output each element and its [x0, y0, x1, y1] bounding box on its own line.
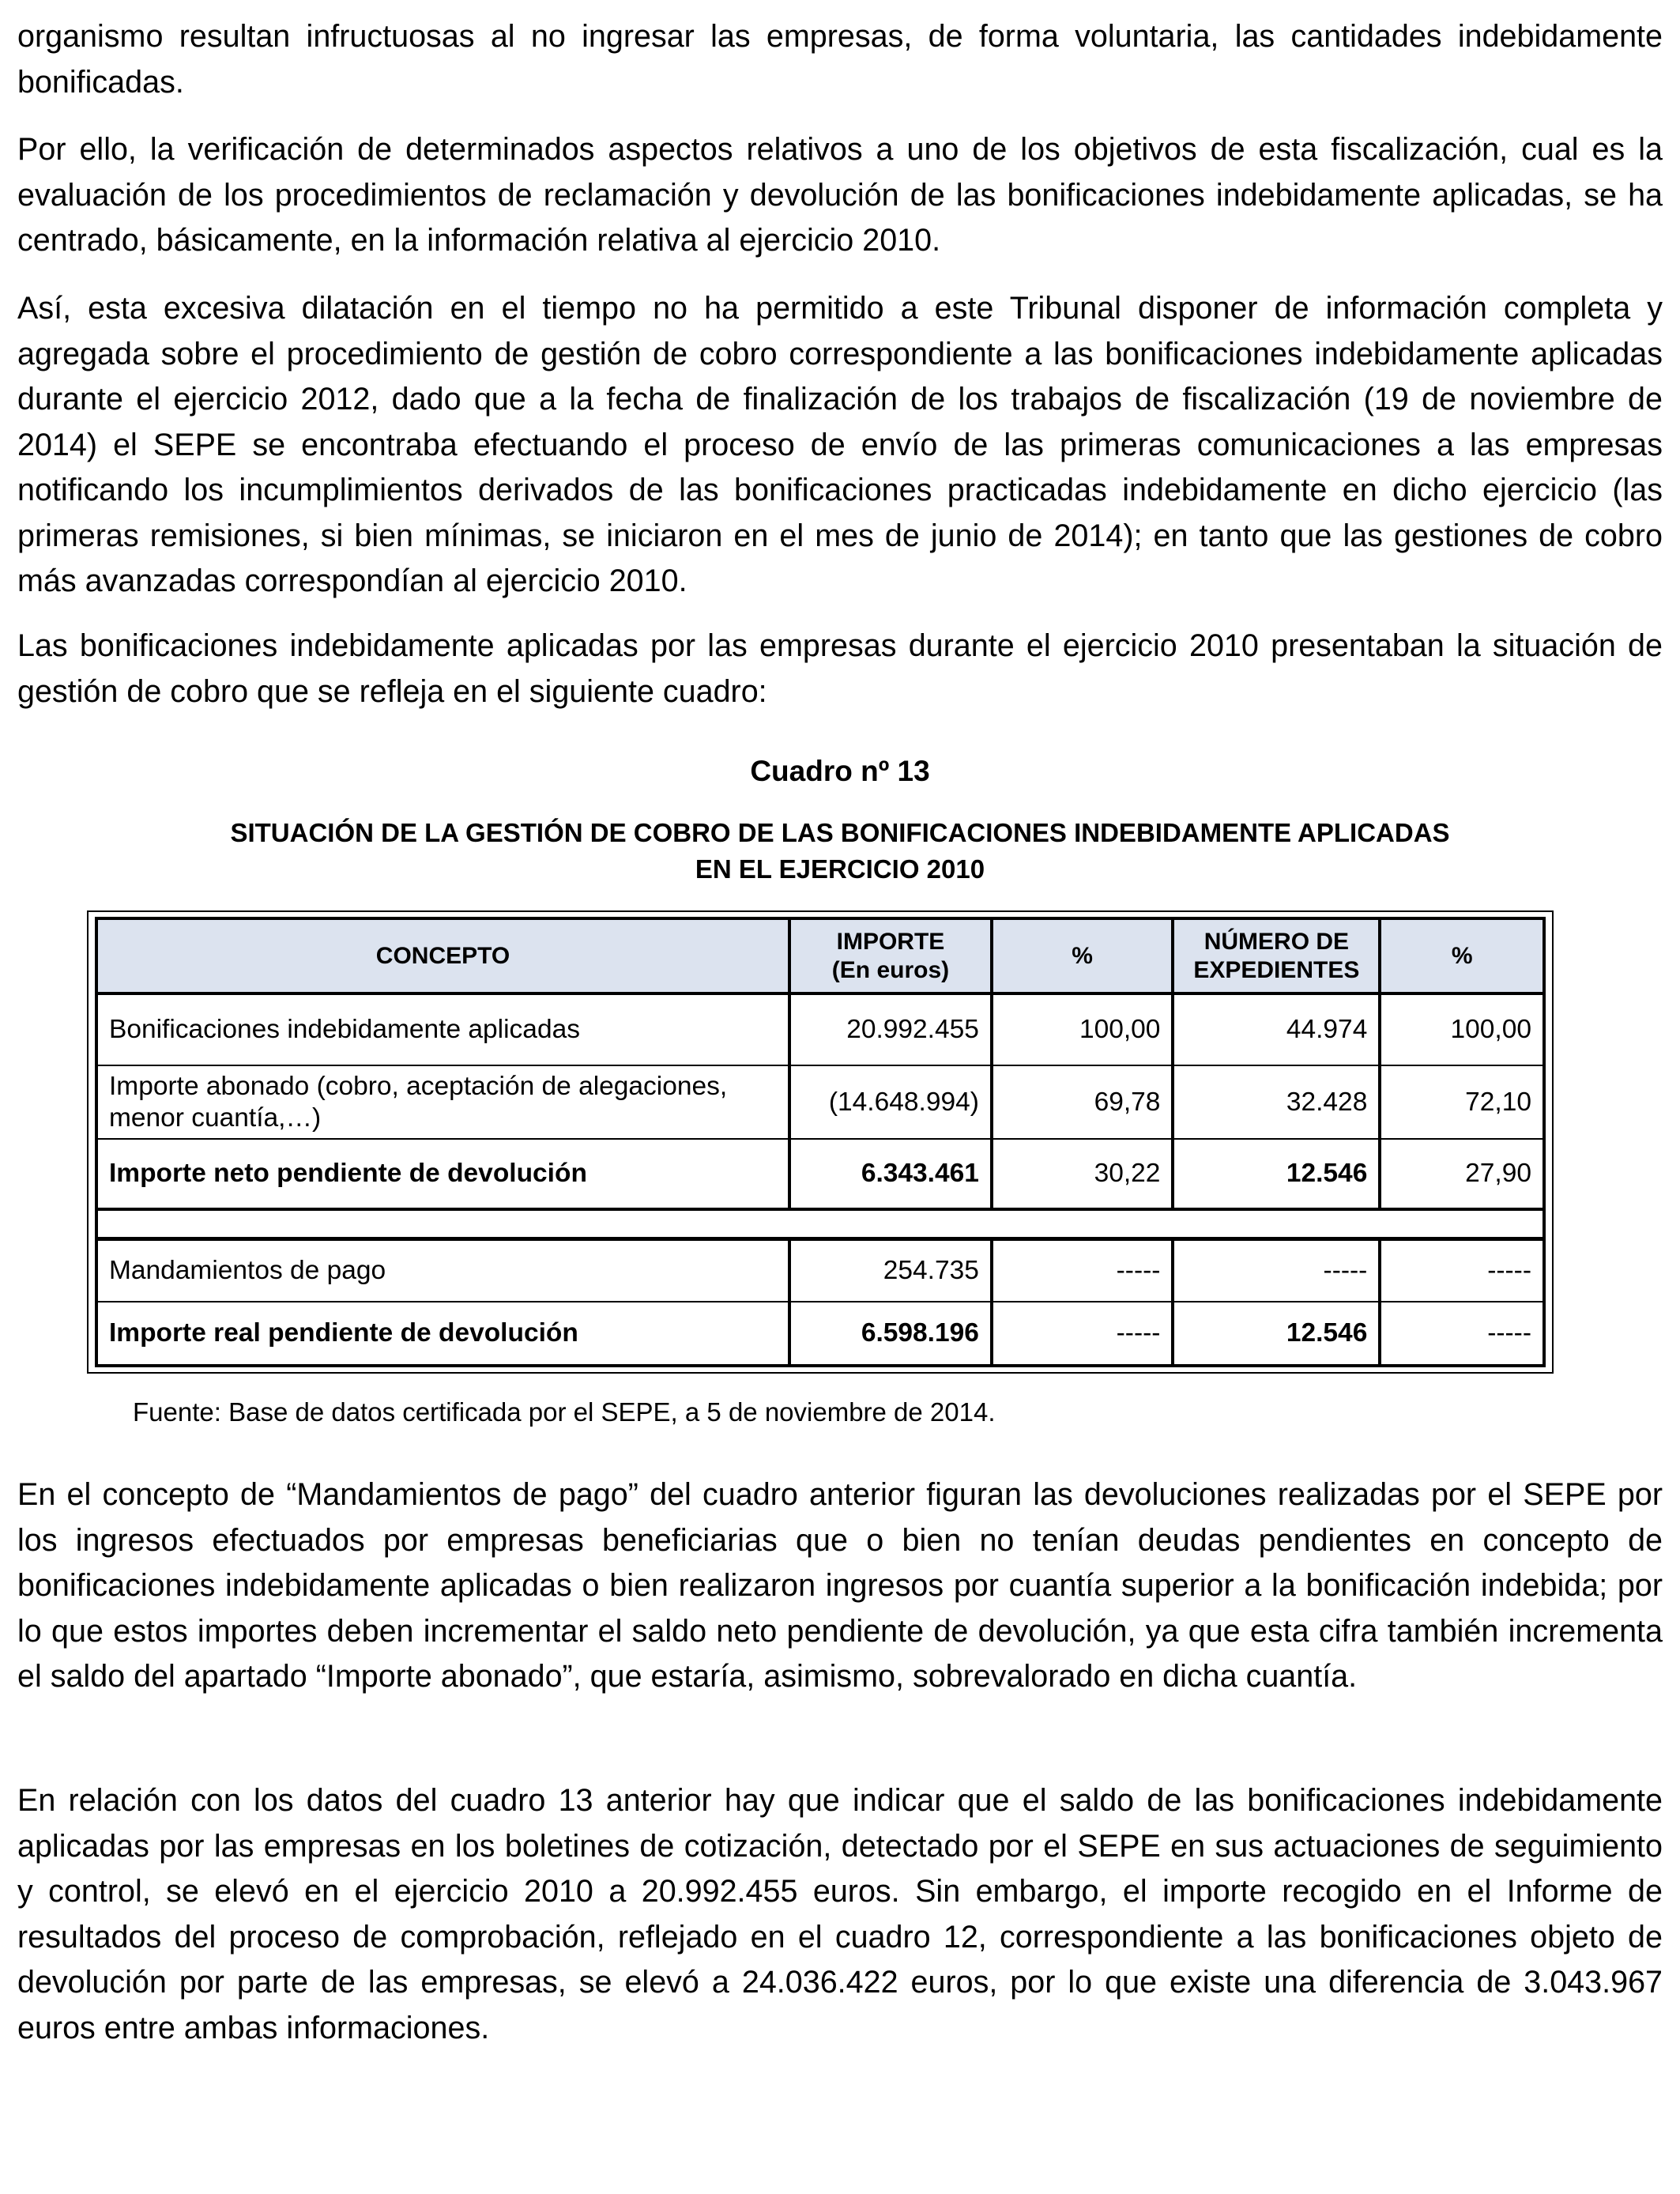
- cell-concepto-line2: menor cuantía,…): [109, 1103, 322, 1133]
- table-row: [95, 1241, 1546, 1302]
- table-title-line2: EN EL EJERCICIO 2010: [695, 854, 985, 884]
- table-row: [95, 995, 1546, 1066]
- table-row: [95, 1140, 1546, 1211]
- header-expedientes: [1174, 917, 1381, 995]
- table-header-row: [95, 917, 1546, 995]
- cell-concepto: Bonificaciones indebidamente aplicadas: [95, 995, 791, 1066]
- table-frame: [87, 910, 1554, 1374]
- cell-pct-importe: 30,22: [993, 1140, 1175, 1211]
- cell-pct-expedientes: -----: [1381, 1241, 1546, 1302]
- paragraph-text: En el concepto de “Mandamientos de pago” del cuadro anterior figuran las devoluciones realizadas por el SEPE por los ingresos efectuados por empresas beneficiarias que o bien no tenían deudas pendientes en concepto de bonificaciones indebidamente aplicadas o bien realizaron ingresos por cuantía superior a la bonificación indebida; por lo que estos importes deben incrementar el saldo neto pendiente de devolución, ya que esta cifra también incrementa el saldo del apartado “Importe abonado”, que estaría, asimismo, sobrevalorado en dicha cuantía.: [17, 1477, 1663, 1694]
- cell-concepto: Importe neto pendiente de devolución: [95, 1140, 791, 1211]
- cell-pct-expedientes: -----: [1381, 1302, 1546, 1367]
- cell-concepto: [95, 1066, 791, 1140]
- paragraph-text: Las bonificaciones indebidamente aplicadas por las empresas durante el ejercicio 2010 presentaban la situación de gestión de cobro que se refleja en el siguiente cuadro:: [17, 628, 1663, 709]
- paragraph-dilatation: [17, 286, 1663, 605]
- header-expedientes-line2: EXPEDIENTES: [1193, 956, 1360, 983]
- cell-expedientes: 12.546: [1174, 1302, 1381, 1367]
- table-source-note: Fuente: Base de datos certificada por el SEPE, a 5 de noviembre de 2014.: [133, 1397, 996, 1427]
- cell-concepto: Mandamientos de pago: [95, 1241, 791, 1302]
- paragraph-table-intro: [17, 624, 1663, 714]
- cell-expedientes: 32.428: [1174, 1066, 1381, 1140]
- paragraph-text: Por ello, la verificación de determinados aspectos relativos a uno de los objetivos de esta fiscalización, cual es la evaluación de los procedimientos de reclamación y devolución de las bonificaciones indebidamente aplicadas, se ha centrado, básicamente, en la información relativa al ejercicio 2010.: [17, 132, 1663, 258]
- header-importe: [791, 917, 993, 995]
- cell-pct-expedientes: 72,10: [1381, 1066, 1546, 1140]
- cell-pct-importe: -----: [993, 1241, 1175, 1302]
- cell-pct-importe: 69,78: [993, 1066, 1175, 1140]
- header-expedientes-line1: NÚMERO DE: [1203, 928, 1350, 955]
- paragraph-text: Así, esta excesiva dilatación en el tiempo no ha permitido a este Tribunal disponer de información completa y agregada sobre el procedimiento de gestión de cobro correspondiente a las bonificaciones indebidamente aplicadas durante el ejercicio 2012, dado que a la fecha de finalización de los trabajos de fiscalización (19 de noviembre de 2014) el SEPE se encontraba efectuando el proceso de envío de las primeras comunicaciones a las empresas notificando los incumplimientos derivados de las bonificaciones practicadas indebidamente en dicho ejercicio (las primeras remisiones, si bien mínimas, se iniciaron en el mes de junio de 2014); en tanto que las gestiones de cobro más avanzadas correspondían al ejercicio 2010.: [17, 291, 1663, 598]
- cell-concepto-line1: Importe abonado (cobro, aceptación de alegaciones,: [109, 1071, 728, 1101]
- cell-importe: 254.735: [791, 1241, 993, 1302]
- paragraph-text: En relación con los datos del cuadro 13 anterior hay que indicar que el saldo de las bonificaciones indebidamente aplicadas por las empresas en los boletines de cotización, detectado por el SEPE en sus actuaciones de seguimiento y control, se elevó en el ejercicio 2010 a 20.992.455 euros. Sin embargo, el importe recogido en el Informe de resultados del proceso de comprobación, reflejado en el cuadro 12, correspondiente a las bonificaciones objeto de devolución por parte de las empresas, se elevó a 24.036.422 euros, por lo que existe una diferencia de 3.043.967 euros entre ambas informaciones.: [17, 1783, 1663, 2045]
- table-title-block: [17, 815, 1663, 888]
- table-title-line1: SITUACIÓN DE LA GESTIÓN DE COBRO DE LAS BONIFICACIONES INDEBIDAMENTE APLICADAS: [230, 818, 1450, 847]
- header-importe-line2: (En euros): [831, 956, 950, 983]
- cell-pct-importe: 100,00: [993, 995, 1175, 1066]
- cell-pct-importe: -----: [993, 1302, 1175, 1367]
- header-pct-expedientes: %: [1381, 917, 1546, 995]
- paragraph-verification: [17, 127, 1663, 264]
- table-row: [95, 1302, 1546, 1367]
- cell-pct-expedientes: 27,90: [1381, 1140, 1546, 1211]
- header-concepto: CONCEPTO: [95, 917, 791, 995]
- cell-importe: (14.648.994): [791, 1066, 993, 1140]
- cell-expedientes: 12.546: [1174, 1140, 1381, 1211]
- cell-concepto: Importe real pendiente de devolución: [95, 1302, 791, 1367]
- table-row: [95, 1066, 1546, 1140]
- cell-importe: 6.598.196: [791, 1302, 993, 1367]
- paragraph-cuadro13: [17, 1778, 1663, 2051]
- paragraph-text: organismo resultan infructuosas al no ingresar las empresas, de forma voluntaria, las cantidades indebidamente bonificadas.: [17, 19, 1663, 100]
- table-spacer-row: [95, 1211, 1546, 1241]
- cell-importe: 20.992.455: [791, 995, 993, 1066]
- cell-importe: 6.343.461: [791, 1140, 993, 1211]
- table-number: Cuadro nº 13: [750, 755, 930, 787]
- cell-expedientes: -----: [1174, 1241, 1381, 1302]
- paragraph-intro: [17, 14, 1663, 105]
- header-importe-line1: IMPORTE: [836, 928, 945, 955]
- paragraph-mandamientos: [17, 1472, 1663, 1700]
- data-table: [95, 917, 1546, 1367]
- header-pct-importe: %: [993, 917, 1175, 995]
- table-heading: [17, 755, 1663, 788]
- cell-expedientes: 44.974: [1174, 995, 1381, 1066]
- cell-pct-expedientes: 100,00: [1381, 995, 1546, 1066]
